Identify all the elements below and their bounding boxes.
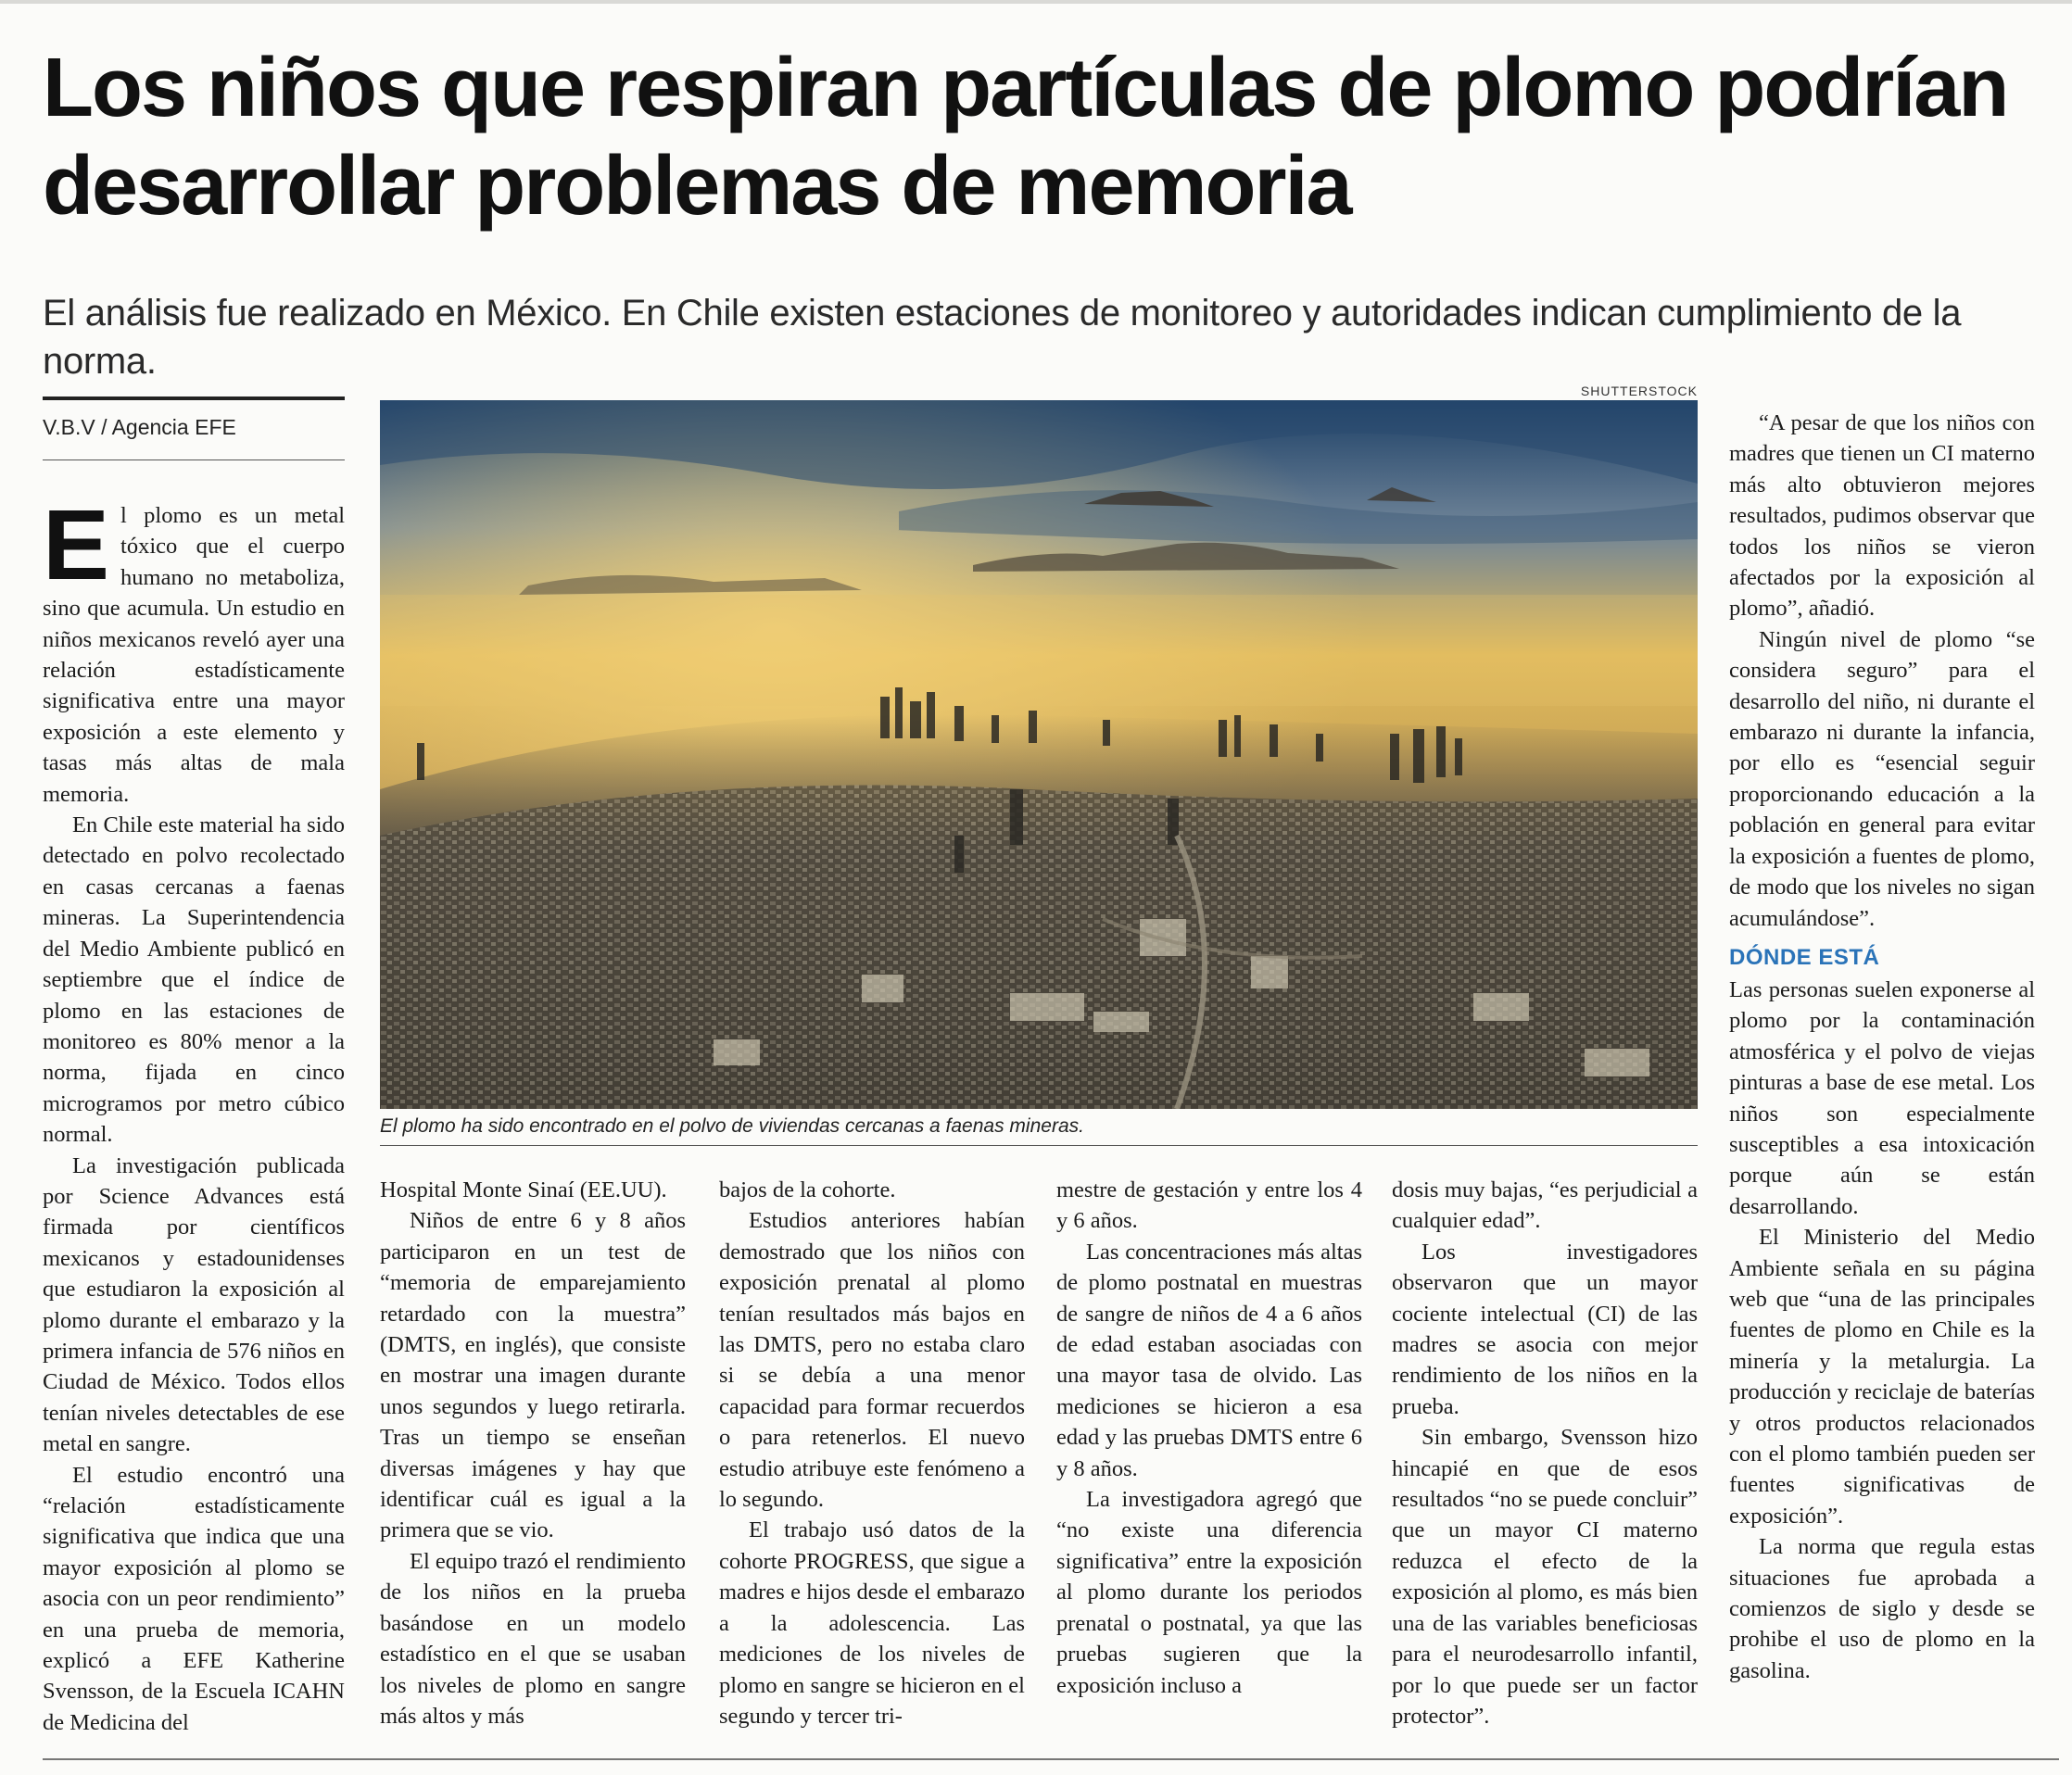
paragraph: “A pesar de que los niños con madres que tienen un CI materno más alto obtuvieron mejores resultados, pudimos observar que todos los niños se vieron afectados por la exposición al plomo”, añadió. [1729,410,2035,622]
top-rule [0,0,2072,4]
byline-rule [43,397,345,400]
drop-cap: E [43,488,110,600]
city-smog-photo [380,400,1698,1109]
article-column-1 [43,488,345,1738]
paragraph: El estudio encontró una “relación estadísticamente significativa que indica que una mayor exposición al plomo se asocia con un peor rendimiento” en una prueba de memoria, explicó a EFE Katherine Svensson, de la Escuela ICAHN de Medicina del [43,1462,345,1735]
article-column-4 [1056,1175,1362,1701]
paragraph: Niños de entre 6 y 8 años participaron en un test de “memoria de emparejamiento retardado con la muestra” (DMTS, en inglés), que consiste en mostrar una imagen durante unos segundos y luego retirarla. Tras un tiempo se enseñan diversas imágenes y hay que identificar cuál es igual a la primera que se vio. [380,1208,686,1543]
byline: V.B.V / Agencia EFE [43,415,236,439]
paragraph: dosis muy bajas, “es perjudicial a cualquier edad”. [1392,1177,1698,1234]
paragraph: El equipo trazó el rendimiento de los niños en la prueba basándose en un modelo estadístico en el que se usaban los niveles de plomo en sangre más altos y más [380,1548,686,1729]
paragraph: Las personas suelen exponerse al plomo por la contaminación atmosférica y el polvo de viejas pinturas a base de ese metal. Los niños son especialmente susceptibles a esa intoxicación porque aún se están desarrollando. [1729,976,2035,1219]
article-column-6 [1729,408,2035,1686]
paragraph: La investigación publicada por Science Advances está firmada por científicos mexicanos y estadounidenses que estudiaron la exposición al plomo durante el embarazo y la primera infancia de 576 niños en Ciudad de México. Todos ellos tenían niveles detectables de ese metal en sangre. [43,1152,345,1457]
paragraph: l plomo es un metal tóxico que el cuerpo humano no metaboliza, sino que acumula. Un estudio en niños mexicanos reveló ayer una relación estadísticamente significativa entre una mayor exposición a este elemento y tasas más altas de mala memoria. [43,503,345,807]
subhead: El análisis fue realizado en México. En Chile existen estaciones de monitoreo y autoridades indican cumplimiento de la norma. [43,293,1962,382]
headline: Los niños que respiran partículas de plomo podrían desarrollar problemas de memoria [43,42,2008,233]
paragraph: El trabajo usó datos de la cohorte PROGRESS, que sigue a madres e hijos desde el embarazo a la adolescencia. Las mediciones de los niveles de plomo en sangre se hicieron en el segundo y tercer tri- [719,1517,1025,1729]
byline-divider [43,459,345,460]
paragraph: Hospital Monte Sinaí (EE.UU). [380,1177,667,1202]
paragraph: Las concentraciones más altas de plomo postnatal en muestras de sangre de niños de 4 a 6 años de edad estaban asociadas con una mayor tasa de olvido. Las mediciones se hicieron a esa edad y las pruebas DMTS entre 6 y 8 años. [1056,1239,1362,1481]
section-heading: DÓNDE ESTÁ [1729,944,1880,970]
paragraph: En Chile este material ha sido detectado en polvo recolectado en casas cercanas a faenas mineras. La Superintendencia del Medio Ambiente publicó en septiembre que el índice de plomo en las estaciones de monitoreo es 80% menor a la norma, fijada en cinco microgramos por metro cúbico normal. [43,812,345,1148]
paragraph: El Ministerio del Medio Ambiente señala en su página web que “una de las principales fuentes de plomo en Chile es la minería y la metalurgia. La producción y reciclaje de baterías y otros productos relacionados con el plomo también pueden ser fuentes significativas de exposición”. [1729,1225,2035,1529]
paragraph: Ningún nivel de plomo “se considera seguro” para el desarrollo del niño, ni durante el embarazo ni durante la infancia, por ello es “esencial seguir proporcionando educación a la población en general para evitar la exposición a fuentes de plomo, de modo que los niveles no sigan acumulándose”. [1729,626,2035,931]
paragraph: Los investigadores observaron que un mayor cociente intelectual (CI) de las madres se asocia con mejor rendimiento de los niños en la prueba. [1392,1239,1698,1419]
paragraph: La investigadora agregó que “no existe una diferencia significativa” entre la exposición al plomo durante los periodos prenatal o postnatal, ya que las pruebas sugieren que la exposición incluso a [1056,1487,1362,1698]
paragraph: bajos de la cohorte. [719,1177,896,1202]
paragraph: La norma que regula estas situaciones fue aprobada a comienzos de siglo y desde se prohibe el uso de plomo en la gasolina. [1729,1534,2035,1683]
photo-credit: SHUTTERSTOCK [1580,384,1698,398]
photo-caption: El plomo ha sido encontrado en el polvo de viviendas cercanas a faenas mineras. [380,1115,1084,1137]
paragraph: mestre de gestación y entre los 4 y 6 años. [1056,1177,1362,1234]
article-column-5 [1392,1175,1698,1731]
article-column-3 [719,1175,1025,1731]
bottom-rule [43,1758,2059,1760]
article-column-2 [380,1175,686,1731]
caption-rule [380,1145,1698,1146]
paragraph: Sin embargo, Svensson hizo hincapié en que de esos resultados “no se puede concluir” que un mayor CI materno reduzca el efecto de la exposición al plomo, es más bien una de las variables beneficiosas para el neurodesarrollo infantil, por lo que puede ser un factor protector”. [1392,1425,1698,1729]
paragraph: Estudios anteriores habían demostrado que los niños con exposición prenatal al plomo tenían resultados más bajos en las DMTS, pero no estaba claro si se debía a una menor capacidad para formar recuerdos o para retenerlos. El nuevo estudio atribuye este fenómeno a lo segundo. [719,1208,1025,1513]
